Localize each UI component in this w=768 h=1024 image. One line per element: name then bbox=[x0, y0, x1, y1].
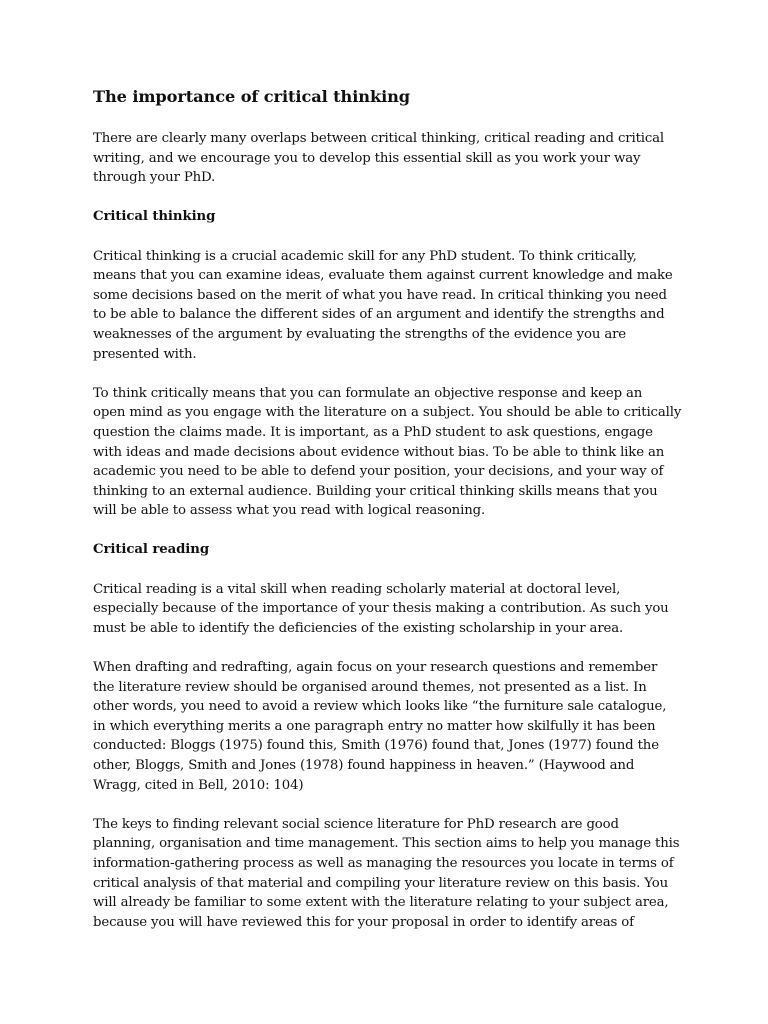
paragraph-line: the literature review should be organised around themes, not presented as a list. In bbox=[93, 679, 647, 695]
paragraph-line: Wragg, cited in Bell, 2010: 104) bbox=[93, 777, 304, 793]
paragraph-line: planning, organisation and time management. This section aims to help you manage this bbox=[93, 836, 680, 852]
body-paragraph bbox=[93, 384, 683, 521]
paragraph-line: through your PhD. bbox=[93, 170, 216, 186]
body-paragraph bbox=[93, 658, 683, 795]
paragraph-line: There are clearly many overlaps between critical thinking, critical reading and critical bbox=[93, 131, 665, 146]
paragraph-line: means that you can examine ideas, evaluate them against current knowledge and make bbox=[93, 268, 673, 284]
paragraph-line: conducted: Bloggs (1975) found this, Smith (1976) found that, Jones (1977) found the bbox=[93, 738, 659, 754]
paragraph-line: information-gathering process as well as managing the resources you locate in terms of bbox=[93, 855, 674, 871]
paragraph-line: some decisions based on the merit of what you have read. In critical thinking you need bbox=[93, 287, 667, 303]
paragraph-line: with ideas and made decisions about evidence without bias. To be able to think like an bbox=[93, 444, 665, 460]
body-paragraph bbox=[93, 580, 683, 639]
paragraph-line: other words, you need to avoid a review which looks like “the furniture sale catalogue, bbox=[93, 699, 667, 715]
paragraph-line: must be able to identify the deficiencies of the existing scholarship in your area. bbox=[93, 620, 624, 636]
body-paragraph bbox=[93, 129, 683, 188]
paragraph-line: in which everything merits a one paragraph entry no matter how skilfully it has been bbox=[93, 718, 656, 734]
paragraph-line: will already be familiar to some extent with the literature relating to your subject area, bbox=[93, 895, 669, 911]
paragraph-line: Critical thinking is a crucial academic skill for any PhD student. To think critically, bbox=[93, 248, 637, 264]
paragraph-line: to be able to balance the different sides of an argument and identify the strengths and bbox=[93, 307, 665, 323]
paragraph-line: The keys to finding relevant social science literature for PhD research are good bbox=[93, 816, 619, 832]
paragraph-line: weaknesses of the argument by evaluating the strengths of the evidence you are bbox=[93, 326, 627, 342]
paragraph-line: will be able to assess what you read with logical reasoning. bbox=[93, 503, 486, 519]
document-page bbox=[93, 86, 683, 952]
paragraph-line: Critical reading is a vital skill when reading scholarly material at doctoral level, bbox=[93, 581, 621, 597]
body-paragraph bbox=[93, 247, 683, 365]
document-body bbox=[93, 129, 683, 932]
paragraph-line: When drafting and redrafting, again focus on your research questions and remember bbox=[93, 660, 658, 676]
paragraph-line: academic you need to be able to defend your position, your decisions, and your way of bbox=[93, 464, 664, 480]
paragraph-line: writing, and we encourage you to develop this essential skill as you work your way bbox=[93, 150, 641, 166]
paragraph-line: presented with. bbox=[93, 346, 197, 362]
section-heading: Critical thinking bbox=[93, 209, 216, 225]
paragraph-line: question the claims made. It is important, as a PhD student to ask questions, engage bbox=[93, 424, 653, 440]
body-paragraph bbox=[93, 815, 683, 933]
document-title: The importance of critical thinking bbox=[93, 87, 411, 106]
paragraph-line: because you will have reviewed this for your proposal in order to identify areas of bbox=[93, 914, 634, 930]
paragraph-line: other, Bloggs, Smith and Jones (1978) found happiness in heaven.” (Haywood and bbox=[93, 758, 635, 773]
section-heading: Critical reading bbox=[93, 542, 210, 558]
paragraph-line: open mind as you engage with the literature on a subject. You should be able to critically bbox=[93, 405, 682, 421]
paragraph-line: thinking to an external audience. Building your critical thinking skills means that you bbox=[93, 483, 658, 499]
paragraph-line: critical analysis of that material and compiling your literature review on this basis. You bbox=[93, 875, 668, 891]
paragraph-line: To think critically means that you can formulate an objective response and keep an bbox=[93, 385, 643, 401]
paragraph-line: especially because of the importance of your thesis making a contribution. As such you bbox=[93, 601, 669, 617]
